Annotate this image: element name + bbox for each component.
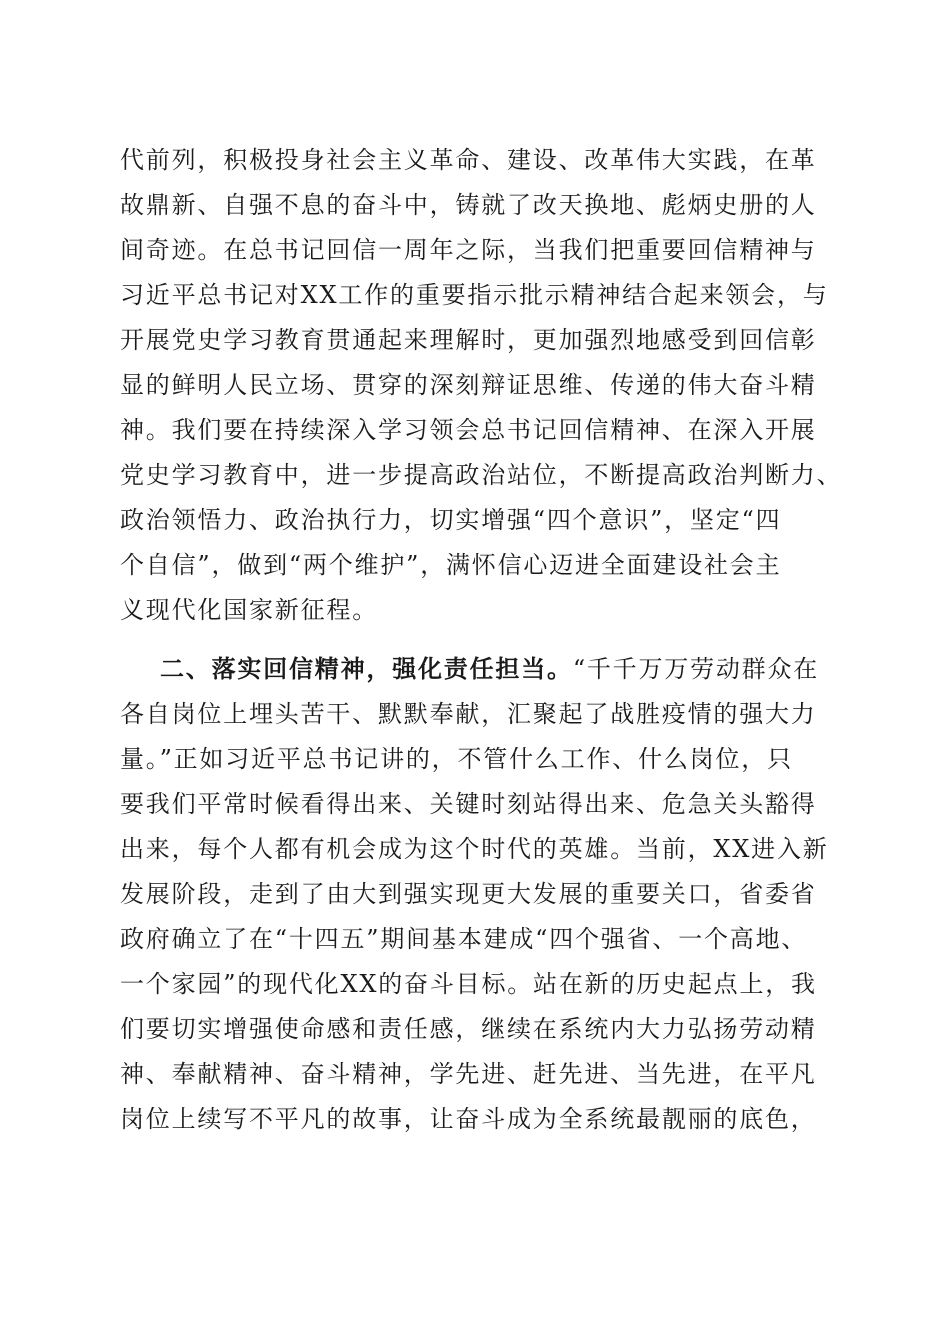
quote-start: “千千万万劳动群众在 (572, 655, 820, 683)
text-line: 义现代化国家新征程。 (120, 596, 378, 624)
section-2-heading: 二、落实回信精神，强化责任担当。 (160, 655, 573, 683)
text-line: 发展阶段，走到了由大到强实现更大发展的重要关口，省委省 (120, 880, 817, 908)
text-line: 故鼎新、自强不息的奋斗中，铸就了改天换地、彪炳史册的人 (120, 191, 817, 219)
text-line: 党史学习教育中，进一步提高政治站位，不断提高政治判断力、 (120, 461, 843, 489)
text-line: 习近平总书记对XX工作的重要指示批示精神结合起来领会，与 (120, 281, 829, 309)
text-line: 开展党史学习教育贯通起来理解时，更加强烈地感受到回信彰 (120, 326, 817, 354)
text-line: 代前列，积极投身社会主义革命、建设、改革伟大实践，在革 (120, 146, 817, 174)
text-line: 显的鲜明人民立场、贯穿的深刻辩证思维、传递的伟大奋斗精 (120, 371, 817, 399)
text-line: 量。”正如习近平总书记讲的，不管什么工作、什么岗位，只 (120, 745, 793, 773)
text-line: 要我们平常时候看得出来、关键时刻站得出来、危急关头豁得 (120, 790, 817, 818)
text-line: 各自岗位上埋头苦干、默默奉献，汇聚起了战胜疫情的强大力 (120, 700, 817, 728)
section-2-first-line (120, 647, 840, 692)
text-line: 政府确立了在“十四五”期间基本建成“四个强省、一个高地、 (120, 925, 808, 953)
text-line: 神、奉献精神、奋斗精神，学先进、赶先进、当先进，在平凡 (120, 1060, 817, 1088)
text-line: 神。我们要在持续深入学习领会总书记回信精神、在深入开展 (120, 416, 817, 444)
text-line: 个自信”，做到“两个维护”，满怀信心迈进全面建设社会主 (120, 551, 782, 579)
text-line: 政治领悟力、政治执行力，切实增强“四个意识”，坚定“四 (120, 506, 782, 534)
text-line: 出来，每个人都有机会成为这个时代的英雄。当前，XX进入新 (120, 835, 829, 863)
text-line: 们要切实增强使命感和责任感，继续在系统内大力弘扬劳动精 (120, 1015, 817, 1043)
text-line: 一个家园”的现代化XX的奋斗目标。站在新的历史起点上，我 (120, 970, 817, 998)
text-line: 岗位上续写不平凡的故事，让奋斗成为全系统最靓丽的底色， (120, 1105, 817, 1133)
text-line: 间奇迹。在总书记回信一周年之际，当我们把重要回信精神与 (120, 236, 817, 264)
document-body (120, 138, 843, 1142)
